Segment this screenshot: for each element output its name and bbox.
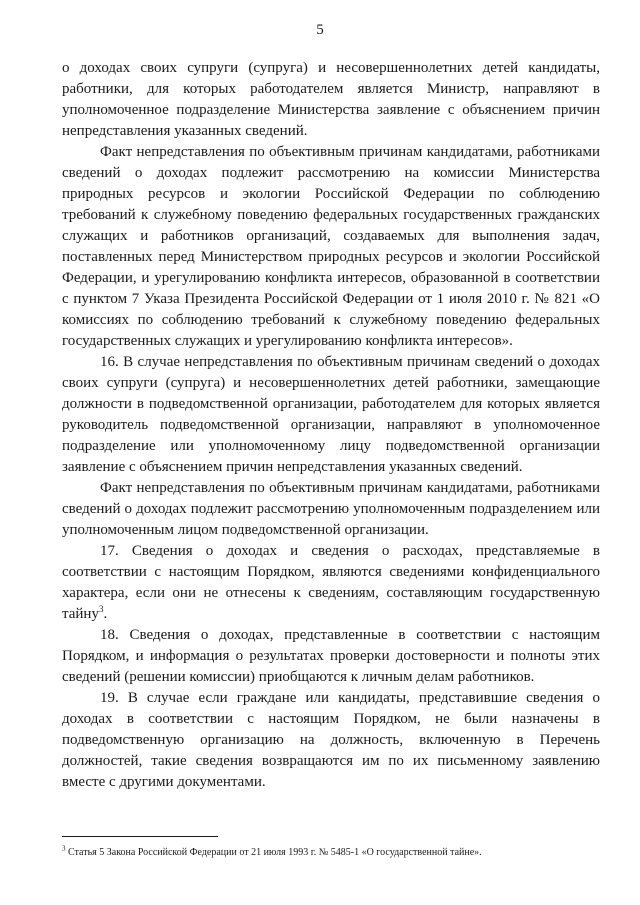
paragraph-subordinate-review: Факт непредставления по объективным причинам кандидатами, работниками сведений о доходах подлежит рассмотрению уполномоченным подразделением или уполномоченным лицом подведомственной организации. — [62, 480, 600, 538]
footnote — [62, 846, 602, 859]
footnote-reference: 3 — [98, 604, 104, 614]
paragraph-continuation: о доходах своих супруги (супруга) и несовершеннолетних детей кандидаты, работники, для которых работодателем является Министр, направляют в уполномоченное подразделение Министерства заявление с объяснением причин непредставления указанных сведений. — [62, 60, 600, 139]
document-body — [62, 58, 600, 793]
paragraph-17: 17. Сведения о доходах и сведения о расходах, представляемые в соответствии с настоящим Порядком, являются сведениями конфиденциального характера, если они не отнесены к сведениям, составляющим государственную тайну$^3$. — [62, 543, 600, 622]
paragraph-16: 16. В случае непредставления по объективным причинам сведений о доходах своих супруги (супруга) и несовершеннолетних детей работники, замещающие должности в подведомственной организации, работодателем для которых является руководитель подведомственной организации, направляют в уполномоченное подразделение или уполномоченному лицу подведомственной организации заявление с объяснением причин непредставления указанных сведений. — [62, 354, 600, 475]
page-number: 5 — [316, 22, 324, 38]
paragraph-19: 19. В случае если граждане или кандидаты, представившие сведения о доходах в соответствии с настоящим Порядком, не были назначены в подведомственную организацию на должность, включенную в Перечень должностей, такие сведения возвращаются им по их письменному заявлению вместе с другими документами. — [62, 690, 600, 790]
paragraph-18: 18. Сведения о доходах, представленные в соответствии с настоящим Порядком, и информация о результатах проверки достоверности и полноты этих сведений (решении комиссии) приобщаются к личным делам работников. — [62, 627, 600, 685]
footnote-marker: 3 — [62, 844, 66, 853]
paragraph-commission-review: Факт непредставления по объективным причинам кандидатами, работниками сведений о доходах подлежит рассмотрению на комиссии Министерства природных ресурсов и экологии Российской Федерации по соблюдению требований к служебному поведению федеральных государственных гражданских служащих и работников организаций, создаваемых для выполнения задач, поставленных перед Министерством природных ресурсов и экологии Российской Федерации, и урегулированию конфликта интересов, образованной в соответствии с пунктом 7 Указа Президента Российской Федерации от 1 июля 2010 г. № 821 «О комиссиях по соблюдению требований к служебному поведению федеральных государственных служащих и урегулированию конфликта интересов». — [62, 144, 600, 349]
footnote-text: Статья 5 Закона Российской Федерации от 21 июля 1993 г. № 5485-1 «О государственной тайне». — [68, 847, 482, 858]
footnote-divider — [62, 836, 218, 837]
